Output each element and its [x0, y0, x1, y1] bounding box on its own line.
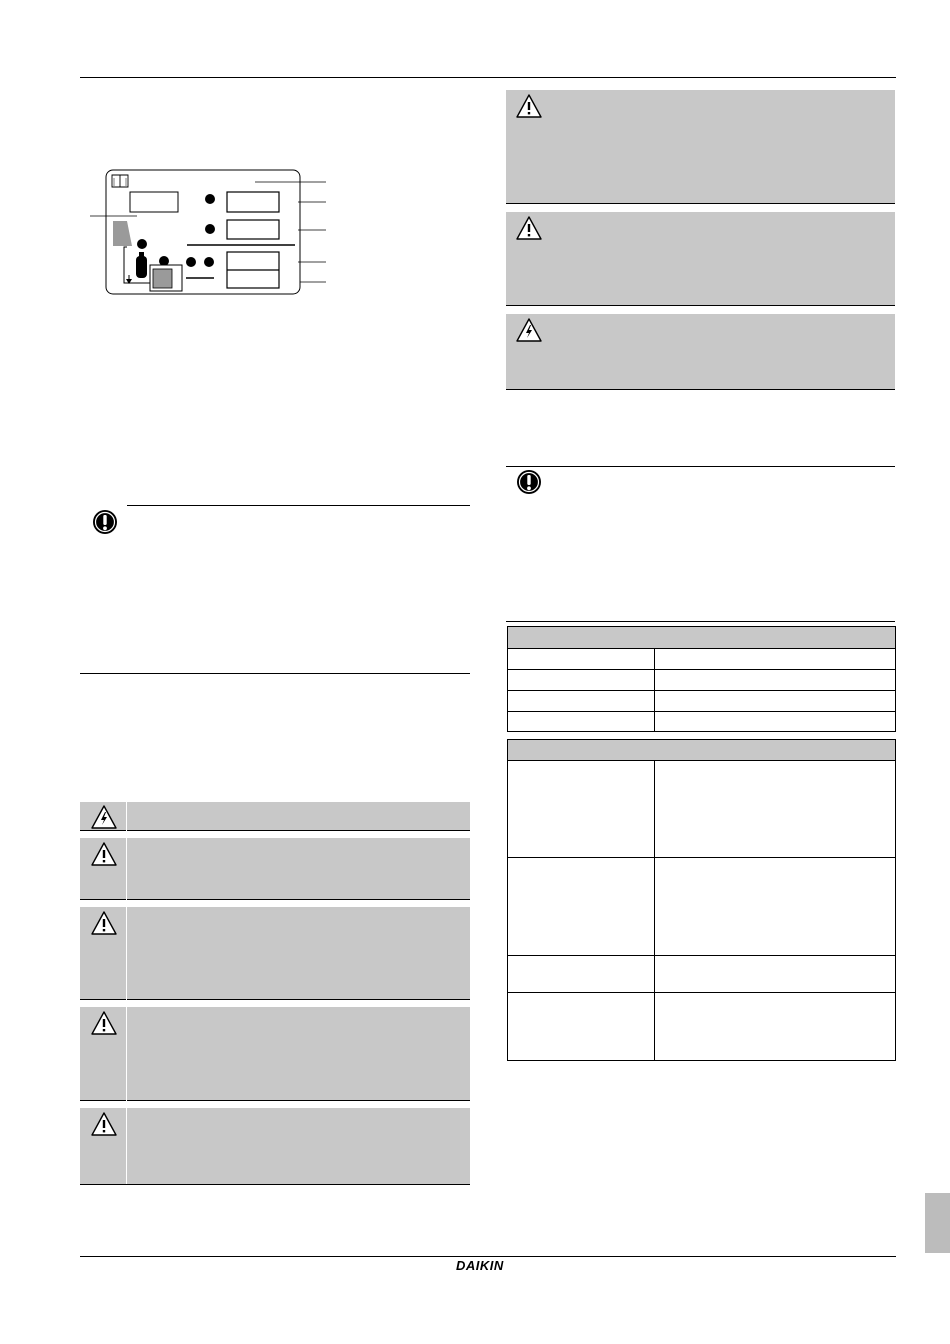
electric-hazard-note-right [506, 314, 895, 389]
table-cell [655, 649, 896, 670]
table-cell [655, 858, 896, 956]
table-cell [508, 858, 655, 956]
warning-note-right-1 [506, 90, 895, 203]
table-header [508, 627, 896, 649]
notice-top-rule [506, 466, 895, 467]
warning-note-2 [80, 907, 470, 999]
notice-top-rule [127, 505, 470, 506]
table-cell [508, 993, 655, 1061]
rule [506, 305, 895, 306]
icon-column-divider [126, 802, 127, 1184]
notice-bottom-rule [506, 621, 895, 622]
rule [80, 1184, 470, 1185]
open-book-icon [112, 175, 128, 187]
rule [80, 1100, 470, 1101]
table-cell [655, 956, 896, 993]
exclamation-circle-icon [92, 509, 118, 535]
table-cell [655, 712, 896, 732]
table-cell [655, 993, 896, 1061]
warning-triangle-icon [515, 93, 543, 119]
table-cell [508, 956, 655, 993]
warning-triangle-icon [90, 1010, 118, 1036]
table-cell [655, 691, 896, 712]
warning-note-1 [80, 838, 470, 899]
warning-note-3 [80, 1007, 470, 1100]
table-header [508, 740, 896, 761]
warning-triangle-icon [90, 910, 118, 936]
table-cell [508, 712, 655, 732]
electric-hazard-note [80, 802, 470, 830]
warning-triangle-icon [90, 841, 118, 867]
warning-triangle-icon [90, 1111, 118, 1137]
warning-triangle-icon [515, 215, 543, 241]
rule [80, 830, 470, 831]
header-rule [80, 77, 896, 78]
warning-note-4 [80, 1108, 470, 1184]
rule [80, 899, 470, 900]
rule [80, 999, 470, 1000]
section-tab [925, 1193, 950, 1253]
notice-bottom-rule [80, 673, 470, 674]
spec-table-1 [507, 626, 896, 732]
table-cell [508, 691, 655, 712]
footer-rule [80, 1256, 896, 1257]
table-cell [508, 670, 655, 691]
rule [506, 389, 895, 390]
daikin-logo: DAIKIN [456, 1258, 504, 1273]
electric-hazard-icon [515, 317, 543, 343]
electric-hazard-icon [90, 804, 118, 830]
table-cell [508, 649, 655, 670]
table-cell [508, 761, 655, 858]
table-cell [655, 670, 896, 691]
table-cell [655, 761, 896, 858]
rule [506, 203, 895, 204]
label-diagram [80, 165, 340, 300]
warning-note-right-2 [506, 212, 895, 305]
spec-table-2 [507, 739, 896, 1061]
exclamation-circle-icon [516, 469, 542, 495]
